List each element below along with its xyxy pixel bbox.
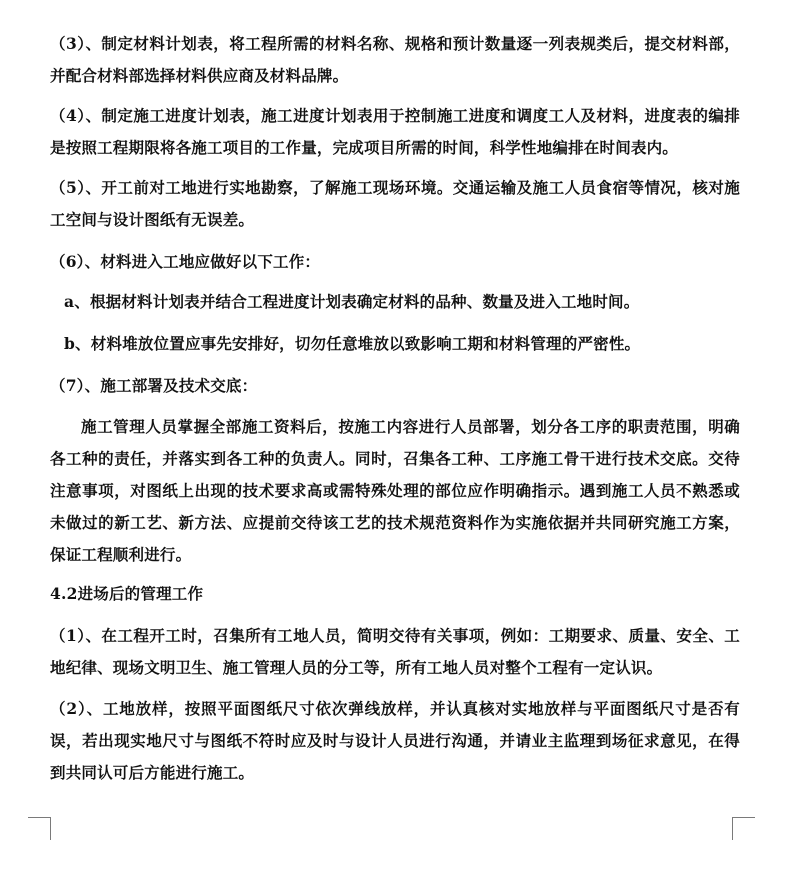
paragraph-section-item-2: （2）、工地放样，按照平面图纸尺寸依次弹线放样，并认真核对实地放样与平面图纸尺寸是否有误，若出现实地尺寸与图纸不符时应及时与设计人员进行沟通，并请业主监理到场征求意见，在得到共同认可后方能进行施工。 — [50, 699, 740, 782]
paragraph-subitem-b: b、材料堆放位置应事先安排好，切勿任意堆放以致影响工期和材料管理的严密性。 — [64, 334, 641, 353]
paragraph-item-4: （4）、制定施工进度计划表，施工进度计划表用于控制施工进度和调度工人及材料，进度表的编排是按照工程期限将各施工项目的工作量，完成项目所需的时间，科学性地编排在时间表内。 — [50, 106, 740, 157]
paragraph-body-7: 施工管理人员掌握全部施工资料后，按施工内容进行人员部署，划分各工序的职责范围，明确各工种的责任，并落实到各工种的负责人。同时，召集各工种、工序施工骨干进行技术交底。交待注意事项，对图纸上出现的技术要求高或需特殊处理的部位应作明确指示。遇到施工人员不熟悉或未做过的新工艺、新方法、应提前交待该工艺的技术规范资料作为实施依据并共同研究施工方案，保证工程顺利进行。 — [50, 417, 740, 564]
crop-mark-left — [28, 817, 51, 840]
paragraph-item-5: （5）、开工前对工地进行实地勘察，了解施工现场环境。交通运输及施工人员食宿等情况，核对施工空间与设计图纸有无误差。 — [50, 178, 740, 229]
section-heading-4-2: 4.2进场后的管理工作 — [50, 584, 204, 603]
paragraph-subitem-a: a、根据材料计划表并结合工程进度计划表确定材料的品种、数量及进入工地时间。 — [64, 292, 640, 311]
paragraph-section-item-1: （1）、在工程开工时，召集所有工地人员，简明交待有关事项，例如：工期要求、质量、安全、工地纪律、现场文明卫生、施工管理人员的分工等，所有工地人员对整个工程有一定认识。 — [50, 626, 740, 677]
paragraph-item-7: （7）、施工部署及技术交底： — [50, 376, 258, 395]
paragraph-item-3: （3）、制定材料计划表，将工程所需的材料名称、规格和预计数量逐一列表规类后，提交材料部，并配合材料部选择材料供应商及材料品牌。 — [50, 34, 740, 85]
paragraph-item-6: （6）、材料进入工地应做好以下工作： — [50, 252, 321, 271]
crop-mark-right — [732, 817, 755, 840]
